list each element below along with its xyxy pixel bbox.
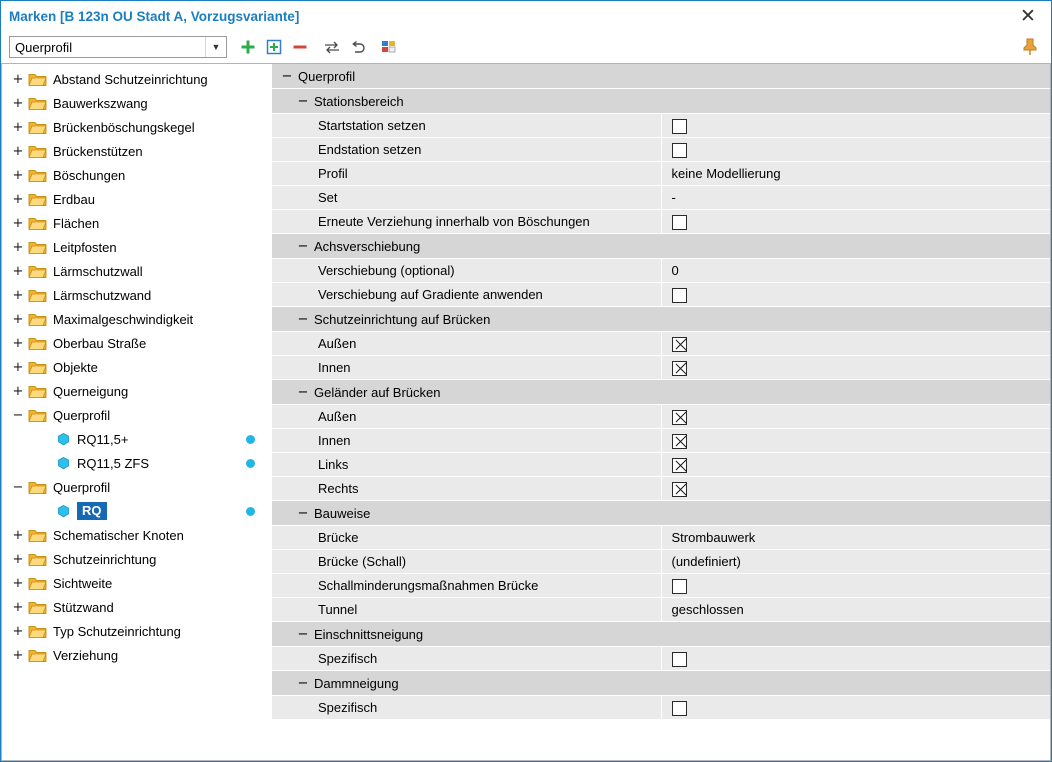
property-row <box>272 647 1050 671</box>
checkbox[interactable] <box>672 458 687 473</box>
page-title: Marken [B 123n OU Stadt A, Vorzugsvariante] <box>9 8 300 24</box>
tree-item-label: Böschungen <box>53 167 126 183</box>
property-label: Brücke (Schall) <box>272 550 661 574</box>
collapse-icon[interactable]: − <box>297 93 309 109</box>
property-row <box>272 598 1050 622</box>
marker-icon <box>54 431 72 447</box>
property-group-row[interactable] <box>272 671 1050 696</box>
pin-icon[interactable] <box>1021 37 1039 57</box>
tree-item[interactable] <box>2 403 265 427</box>
property-label: Schallminderungsmaßnahmen Brücke <box>272 574 661 598</box>
checkbox[interactable] <box>672 215 687 230</box>
expand-icon[interactable]: + <box>12 359 24 375</box>
property-row <box>272 210 1050 234</box>
marken-type-select[interactable] <box>9 36 227 58</box>
folder-icon <box>28 263 48 279</box>
property-label: Innen <box>272 429 661 453</box>
collapse-icon[interactable]: − <box>297 675 309 691</box>
property-value[interactable] <box>661 332 1050 356</box>
folder-icon <box>28 191 48 207</box>
expand-icon[interactable]: + <box>12 623 24 639</box>
tree-item[interactable] <box>2 91 265 115</box>
swap-button[interactable] <box>319 35 345 59</box>
collapse-icon[interactable]: − <box>297 626 309 642</box>
table-button[interactable] <box>377 35 403 59</box>
property-label: Verschiebung (optional) <box>272 259 661 283</box>
collapse-icon[interactable]: − <box>297 505 309 521</box>
tree-item-label: Brückenböschungskegel <box>53 119 195 135</box>
expand-icon[interactable]: + <box>12 287 24 303</box>
toolbar <box>1 31 1051 63</box>
folder-icon <box>28 647 48 663</box>
expand-icon[interactable]: + <box>12 71 24 87</box>
property-row <box>272 259 1050 283</box>
expand-icon[interactable]: + <box>12 335 24 351</box>
plus-box-icon <box>266 39 282 55</box>
property-group-label: Dammneigung <box>314 675 399 691</box>
folder-icon <box>28 95 48 111</box>
property-table <box>272 64 1050 720</box>
property-label: Innen <box>272 356 661 380</box>
property-row <box>272 453 1050 477</box>
property-row <box>272 114 1050 138</box>
add-button[interactable] <box>235 35 261 59</box>
property-value[interactable]: Strombauwerk <box>661 526 1050 550</box>
folder-icon <box>28 167 48 183</box>
checkbox[interactable] <box>672 143 687 158</box>
tree-item[interactable] <box>2 619 265 643</box>
property-group-label: Stationsbereich <box>314 93 404 109</box>
folder-icon <box>28 599 48 615</box>
folder-icon <box>28 71 48 87</box>
property-group-row[interactable] <box>272 501 1050 526</box>
tree-item[interactable] <box>2 235 265 259</box>
folder-icon <box>28 119 48 135</box>
property-label: Spezifisch <box>272 696 661 720</box>
tree-item[interactable] <box>2 331 265 355</box>
property-value[interactable]: keine Modellierung <box>661 162 1050 186</box>
property-label: Erneute Verziehung innerhalb von Böschungen <box>272 210 661 234</box>
expand-icon[interactable]: + <box>12 311 24 327</box>
folder-icon <box>28 575 48 591</box>
property-label: Spezifisch <box>272 647 661 671</box>
property-value[interactable] <box>661 283 1050 307</box>
tree-item[interactable] <box>2 547 265 571</box>
remove-button[interactable] <box>287 35 313 59</box>
expand-icon[interactable]: + <box>12 167 24 183</box>
tree-item[interactable] <box>2 379 265 403</box>
property-label: Außen <box>272 405 661 429</box>
checkbox[interactable] <box>672 434 687 449</box>
checkbox[interactable] <box>672 119 687 134</box>
dialog-body <box>1 63 1051 761</box>
marken-tree[interactable] <box>1 63 265 761</box>
tree-item[interactable] <box>2 283 265 307</box>
property-label: Verschiebung auf Gradiente anwenden <box>272 283 661 307</box>
property-value[interactable]: (undefiniert) <box>661 550 1050 574</box>
property-row <box>272 429 1050 453</box>
collapse-icon[interactable]: − <box>297 311 309 327</box>
tree-item-label: Verziehung <box>53 647 119 663</box>
checkbox[interactable] <box>672 361 687 376</box>
folder-icon <box>28 407 48 423</box>
property-value[interactable] <box>661 574 1050 598</box>
tree-item-label: Lärmschutzwall <box>53 263 143 279</box>
property-group-row[interactable] <box>272 380 1050 405</box>
folder-icon <box>28 383 48 399</box>
property-group-label: Geländer auf Brücken <box>314 384 441 400</box>
marker-status-dot[interactable] <box>246 435 255 444</box>
property-label: Brücke <box>272 526 661 550</box>
expand-icon[interactable]: + <box>12 647 24 663</box>
collapse-icon[interactable]: − <box>297 238 309 254</box>
property-group-label: Achsverschiebung <box>314 238 421 254</box>
property-label: Set <box>272 186 661 210</box>
property-value[interactable] <box>661 477 1050 501</box>
tree-item-label: RQ <box>77 502 107 520</box>
property-row <box>272 550 1050 574</box>
tree-item-label: Maximalgeschwindigkeit <box>53 311 194 327</box>
marker-icon <box>54 455 72 471</box>
expand-icon[interactable]: + <box>12 143 24 159</box>
tree-item[interactable] <box>2 259 265 283</box>
property-label: Endstation setzen <box>272 138 661 162</box>
checkbox[interactable] <box>672 482 687 497</box>
folder-icon <box>28 143 48 159</box>
tree-item[interactable] <box>2 115 265 139</box>
property-group-label: Querprofil <box>298 68 356 84</box>
property-value[interactable] <box>661 429 1050 453</box>
property-group-row[interactable] <box>272 307 1050 332</box>
property-group-row[interactable] <box>272 89 1050 114</box>
tree-item-label: Oberbau Straße <box>53 335 147 351</box>
tree-item-label: Stützwand <box>53 599 114 615</box>
property-label: Außen <box>272 332 661 356</box>
property-value[interactable]: geschlossen <box>661 598 1050 622</box>
tree-item-label: Querneigung <box>53 383 129 399</box>
tree-item-label: Schutzeinrichtung <box>53 551 157 567</box>
collapse-icon[interactable]: − <box>297 384 309 400</box>
property-group-row[interactable] <box>272 622 1050 647</box>
tree-item-label: Brückenstützen <box>53 143 143 159</box>
tree-item[interactable] <box>2 523 265 547</box>
expand-icon[interactable]: + <box>12 119 24 135</box>
tree-item-label: Leitpfosten <box>53 239 117 255</box>
tree-item[interactable] <box>2 571 265 595</box>
checkbox[interactable] <box>672 410 687 425</box>
checkbox[interactable] <box>672 652 687 667</box>
tree-item-label: RQ11,5+ <box>77 431 129 447</box>
tree-item[interactable] <box>2 307 265 331</box>
expand-icon[interactable]: + <box>12 551 24 567</box>
tree-item-label: Querprofil <box>53 479 111 495</box>
property-label: Rechts <box>272 477 661 501</box>
property-label: Startstation setzen <box>272 114 661 138</box>
add-sub-button[interactable] <box>261 35 287 59</box>
property-value[interactable] <box>661 405 1050 429</box>
tree-item-label: Lärmschutzwand <box>53 287 152 303</box>
tree-item[interactable] <box>2 163 265 187</box>
property-grid[interactable] <box>272 63 1051 761</box>
tree-item[interactable] <box>2 67 265 91</box>
title-bar <box>1 1 1051 31</box>
collapse-icon[interactable]: − <box>12 407 24 423</box>
marker-status-dot[interactable] <box>246 459 255 468</box>
marken-type-value: Querprofil <box>15 39 73 55</box>
tree-item[interactable] <box>2 427 265 451</box>
collapse-icon[interactable]: − <box>12 479 24 495</box>
expand-icon[interactable]: + <box>12 575 24 591</box>
plus-icon <box>240 39 256 55</box>
property-value[interactable] <box>661 356 1050 380</box>
expand-icon[interactable]: + <box>12 599 24 615</box>
tree-item-label: Typ Schutzeinrichtung <box>53 623 181 639</box>
expand-icon[interactable]: + <box>12 215 24 231</box>
tree-item-label: Abstand Schutzeinrichtung <box>53 71 208 87</box>
property-value[interactable]: - <box>661 186 1050 210</box>
checkbox[interactable] <box>672 337 687 352</box>
checkbox[interactable] <box>672 579 687 594</box>
folder-icon <box>28 311 48 327</box>
property-row <box>272 405 1050 429</box>
expand-icon[interactable]: + <box>12 191 24 207</box>
property-group-row[interactable] <box>272 64 1050 89</box>
undo-button[interactable] <box>345 35 371 59</box>
property-label: Tunnel <box>272 598 661 622</box>
property-row <box>272 186 1050 210</box>
property-row <box>272 526 1050 550</box>
property-group-label: Bauweise <box>314 505 371 521</box>
property-value[interactable] <box>661 138 1050 162</box>
close-icon[interactable]: ✕ <box>1020 5 1036 27</box>
checkbox[interactable] <box>672 288 687 303</box>
checkbox[interactable] <box>672 701 687 716</box>
swap-arrows-icon <box>323 39 341 55</box>
tree-item-label: Erdbau <box>53 191 95 207</box>
property-group-label: Einschnittsneigung <box>314 626 424 642</box>
tree-item-label: Bauwerkszwang <box>53 95 148 111</box>
tree-item[interactable] <box>2 355 265 379</box>
property-value[interactable] <box>661 210 1050 234</box>
tree-item-label: Sichtweite <box>53 575 113 591</box>
folder-icon <box>28 551 48 567</box>
tree-item[interactable] <box>2 187 265 211</box>
property-value[interactable] <box>661 647 1050 671</box>
property-row <box>272 283 1050 307</box>
undo-arrow-icon <box>349 39 367 55</box>
tree-item[interactable] <box>2 211 265 235</box>
folder-icon <box>28 479 48 495</box>
folder-icon <box>28 215 48 231</box>
property-row <box>272 356 1050 380</box>
marker-icon <box>54 503 72 519</box>
property-row <box>272 138 1050 162</box>
property-value[interactable] <box>661 114 1050 138</box>
expand-icon[interactable]: + <box>12 383 24 399</box>
property-value[interactable] <box>661 696 1050 720</box>
tree-item[interactable] <box>2 475 265 499</box>
tree-item[interactable] <box>2 451 265 475</box>
tree-item[interactable] <box>2 595 265 619</box>
tree-item-label: Flächen <box>53 215 100 231</box>
folder-icon <box>28 239 48 255</box>
pane-splitter[interactable] <box>265 63 272 761</box>
property-row <box>272 162 1050 186</box>
collapse-icon[interactable]: − <box>281 68 293 84</box>
expand-icon[interactable]: + <box>12 95 24 111</box>
property-row <box>272 477 1050 501</box>
property-label: Links <box>272 453 661 477</box>
expand-icon[interactable]: + <box>12 239 24 255</box>
property-group-row[interactable] <box>272 234 1050 259</box>
property-row <box>272 332 1050 356</box>
tree-item-label: Schematischer Knoten <box>53 527 184 543</box>
tree-item-label: RQ11,5 ZFS <box>77 455 150 471</box>
folder-icon <box>28 527 48 543</box>
folder-icon <box>28 623 48 639</box>
tree-item-label: Querprofil <box>53 407 111 423</box>
expand-icon[interactable]: + <box>12 527 24 543</box>
property-label: Profil <box>272 162 661 186</box>
folder-icon <box>28 335 48 351</box>
expand-icon[interactable]: + <box>12 263 24 279</box>
property-value[interactable] <box>661 453 1050 477</box>
tree-item[interactable] <box>2 139 265 163</box>
property-value[interactable]: 0 <box>661 259 1050 283</box>
property-group-label: Schutzeinrichtung auf Brücken <box>314 311 491 327</box>
property-row <box>272 574 1050 598</box>
table-grid-icon <box>381 39 399 55</box>
tree-item[interactable] <box>2 499 265 523</box>
folder-icon <box>28 359 48 375</box>
property-row <box>272 696 1050 720</box>
chevron-down-icon[interactable]: ▼ <box>205 37 226 57</box>
folder-icon <box>28 287 48 303</box>
minus-icon <box>292 39 308 55</box>
marker-status-dot[interactable] <box>246 507 255 516</box>
tree-item-label: Objekte <box>53 359 98 375</box>
tree-item[interactable] <box>2 643 265 667</box>
